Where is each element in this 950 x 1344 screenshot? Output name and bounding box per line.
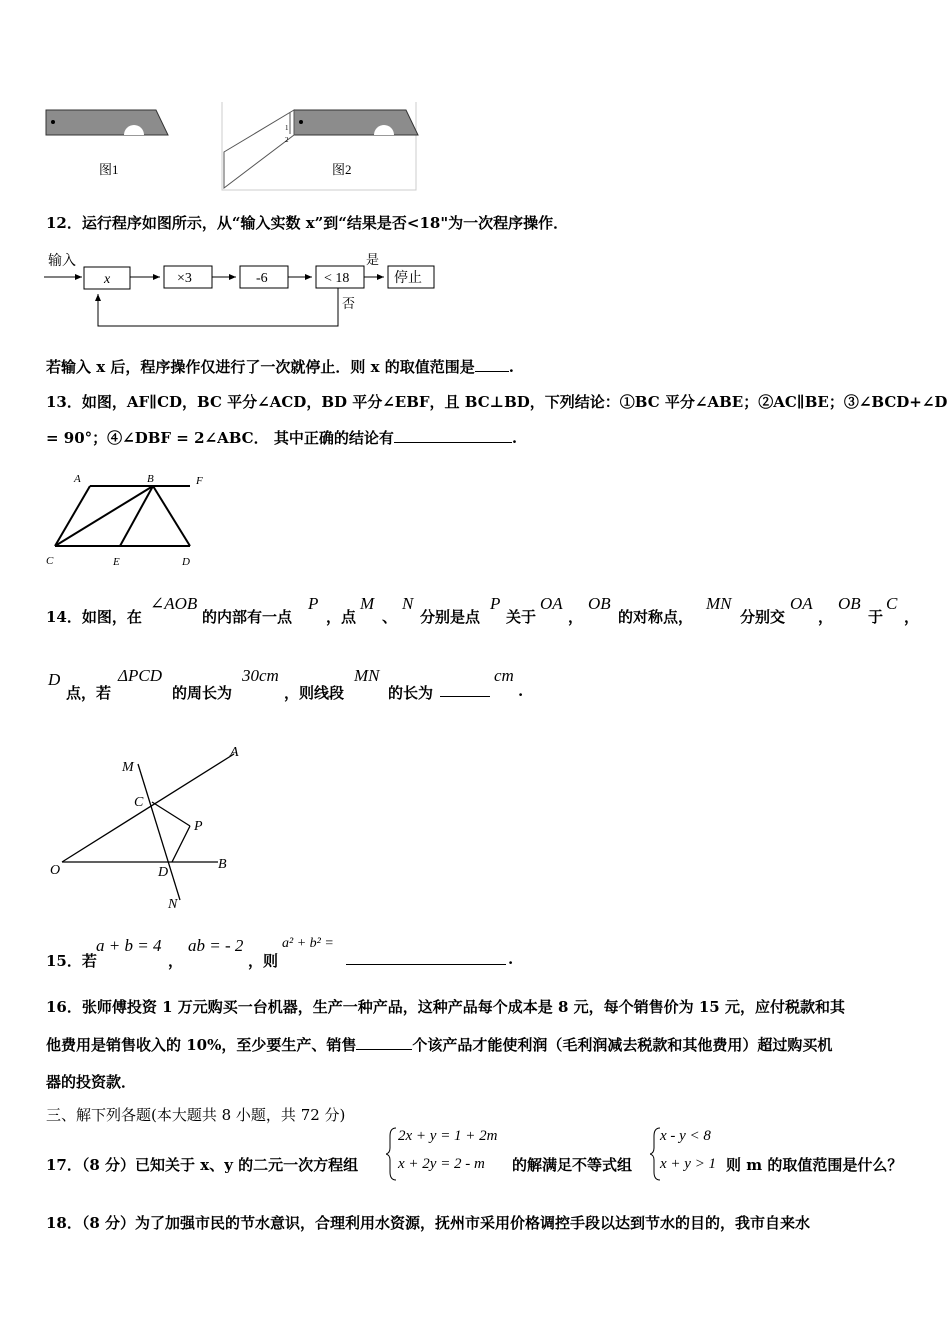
svg-text:A: A: [74, 473, 81, 485]
svg-text:是: 是: [366, 252, 380, 267]
q12-flowchart: [44, 250, 444, 330]
section-3-title: 三、解下列各题(本大题共 8 小题，共 72 分): [46, 1106, 346, 1124]
q13-line2: = 90°；④∠DBF = 2∠ABC． 其中正确的结论有 .: [46, 429, 518, 447]
q16-line1: 16．张师傅投资 1 万元购买一台机器，生产一种产品，这种产品每个成本是 8 元，每个销售价为 15 元，应付税款和其: [46, 998, 845, 1016]
q16-line2: 他费用是销售收入的 10%，至少要生产、销售 个该产品才能使利润（毛利润减去税款和其他费用）超过购买机: [46, 1036, 833, 1054]
svg-text:< 18: < 18: [324, 271, 350, 286]
q12-prompt: 12．运行程序如图所示，从“输入实数 x”到“结果是否<18"为一次程序操作．: [46, 214, 569, 232]
q14-figure: [46, 738, 256, 916]
svg-text:B: B: [147, 473, 154, 485]
svg-text:A: A: [230, 745, 239, 760]
svg-text:D: D: [158, 865, 169, 880]
svg-text:P: P: [194, 819, 203, 834]
svg-text:输入: 输入: [48, 254, 76, 269]
svg-text:2: 2: [285, 136, 289, 144]
svg-text:停止: 停止: [394, 271, 422, 286]
q17-line: 17．（8 分）已知关于 x、y 的二元一次方程组 2x + y = 1 + 2m x + 2y = 2 - m 的解满足不等式组 x - y < 8 x + y > 1 则 m 的取值范围是什么？: [46, 1126, 916, 1182]
svg-text:M: M: [122, 760, 134, 775]
q12-question: 若输入 x 后，程序操作仅进行了一次就停止．则 x 的取值范围是 .: [46, 358, 515, 376]
fig1-label: 图1: [99, 162, 119, 177]
svg-text:-6: -6: [256, 271, 268, 286]
svg-text:F: F: [196, 475, 203, 487]
q16-line3: 器的投资款．: [46, 1073, 137, 1091]
svg-text:D: D: [182, 556, 190, 568]
svg-text:C: C: [134, 795, 144, 810]
svg-text:O: O: [50, 863, 61, 878]
fig2-shape: [294, 110, 418, 135]
svg-text:C: C: [46, 555, 54, 567]
figure-1-2: [44, 100, 424, 192]
svg-text:1: 1: [285, 124, 289, 132]
svg-text:×3: ×3: [177, 271, 192, 286]
q13-line1: 13．如图，AF∥CD，BC 平分∠ACD，BD 平分∠EBF，且 BC⊥BD，下列结论：①BC 平分∠ABE；②AC∥BE；③∠BCD+∠D: [46, 393, 948, 411]
fig1-shape: [46, 110, 168, 135]
fig2-label: 图2: [332, 162, 352, 177]
svg-text:N: N: [168, 897, 178, 912]
svg-text:E: E: [113, 556, 120, 568]
q13-figure: [40, 470, 220, 575]
svg-text:x: x: [104, 272, 111, 287]
svg-text:否: 否: [342, 296, 356, 311]
q18-line1: 18．（8 分）为了加强市民的节水意识，合理利用水资源，抚州市采用价格调控手段以达到节水的目的，我市自来水: [46, 1214, 811, 1232]
svg-text:B: B: [218, 857, 227, 872]
